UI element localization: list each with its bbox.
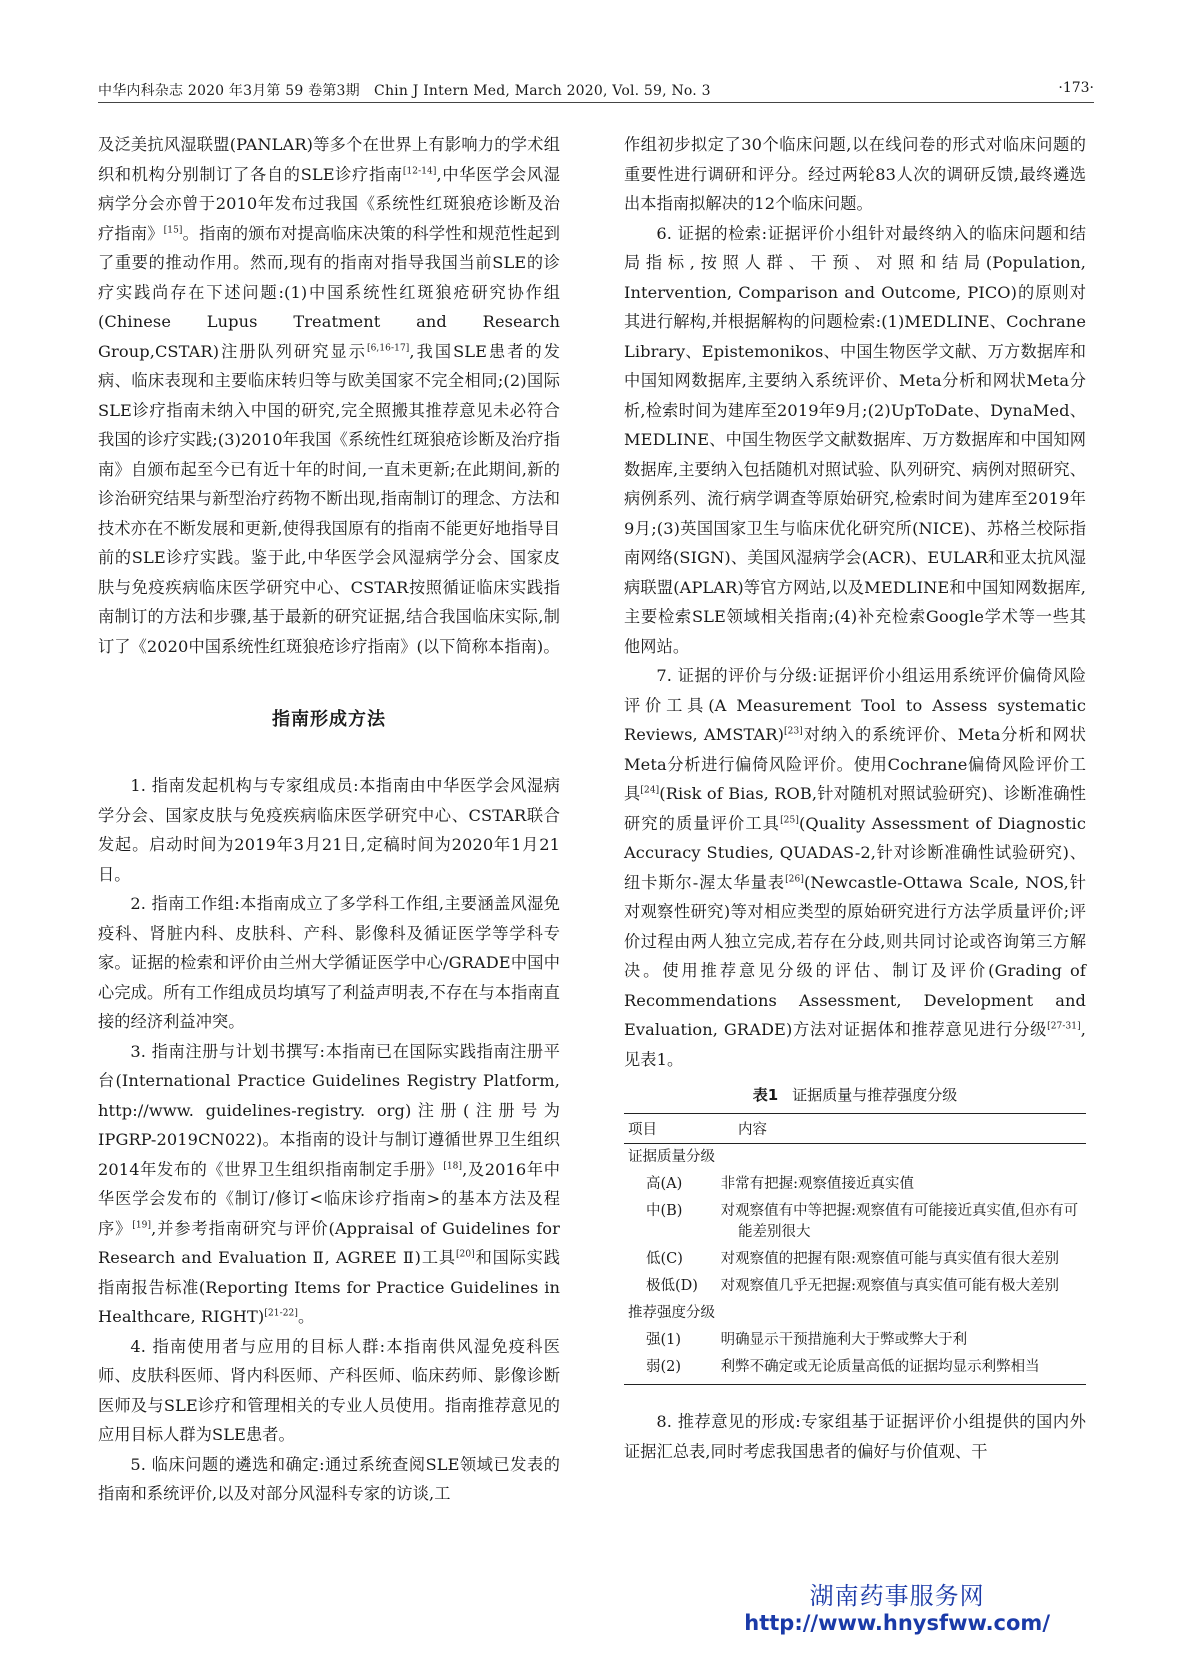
page-number: ·173· <box>1058 80 1094 96</box>
header-rule <box>98 102 1094 103</box>
table-cell-item: 极低(D) <box>646 1278 698 1294</box>
table-cell-content: 对观察值的把握有限:观察值可能与真实值有很大差别 <box>720 1251 1059 1267</box>
citation-ref: [27-31] <box>1047 1021 1081 1032</box>
table-row <box>624 1327 1086 1354</box>
table-cell-content: 非常有把握:观察值接近真实值 <box>720 1176 914 1192</box>
group-label: 证据质量分级 <box>628 1149 715 1165</box>
table-group-row <box>624 1300 1086 1327</box>
citation-ref: [12-14] <box>402 166 437 177</box>
table-cell-item: 低(C) <box>646 1251 683 1267</box>
evidence-grade-table <box>624 1113 1086 1385</box>
table-cell-content: 利弊不确定或无论质量高低的证据均显示利弊相当 <box>734 1354 1086 1385</box>
paragraph-item-5: 5. 临床问题的遴选和确定:通过系统查阅SLE领域已发表的指南和系统评价,以及对部分风湿科专家的访谈,工 <box>98 1454 560 1503</box>
column-header: 项目 <box>624 1114 734 1144</box>
paragraph-item-1: 1. 指南发起机构与专家组成员:本指南由中华医学会风湿病学分会、国家皮肤与免疫疾病临床医学研究中心、CSTAR联合发起。启动时间为2019年3月21日,定稿时间为2020年1月21日。 <box>98 776 560 884</box>
citation-ref: [19] <box>132 1220 152 1231</box>
table-row <box>624 1198 1086 1246</box>
left-column <box>98 130 560 1509</box>
paragraph-intro-continued: 及泛美抗风湿联盟(PANLAR)等多个在世界上有影响力的学术组织和机构分别制订了各自的SLE诊疗指南[12-14],中华医学会风湿病学分会亦曾于2010年发布过我国《系统性红斑狼疮诊断及治疗指南》[15]。指南的颁布对提高临床决策的科学性和规范性起到了重要的推动作用。然而,现有的指南对指导我国当前SLE的诊疗实践尚存在下述问题:(1)中国系统性红斑狼疮研究协作组(Chinese Lupus Treatment and Research Group,CSTAR)注册队列研究显示[6,16-17],我国SLE患者的发病、临床表现和主要临床转归等与欧美国家不完全相同;(2)国际SLE诊疗指南未纳入中国的研究,完全照搬其推荐意见未必符合我国的诊疗实践;(3)2010年我国《系统性红斑狼疮诊断及治疗指南》自颁布起至今已有近十年的时间,一直未更新;在此期间,新的诊治研究结果与新型治疗药物不断出现,指南制订的理念、方法和技术亦在不断发展和更新,使得我国原有的指南不能更好地指导目前的SLE诊疗实践。鉴于此,中华医学会风湿病学分会、国家皮肤与免疫疾病临床医学研究中心、CSTAR按照循证临床实践指南制订的方法和步骤,基于最新的研究证据,结合我国临床实际,制订了《2020中国系统性红斑狼疮诊疗指南》(以下简称本指南)。 <box>98 135 560 656</box>
watermark-site-name: 湖南药事服务网 <box>809 1582 985 1610</box>
table-cell-item: 高(A) <box>646 1176 683 1192</box>
table-group-row <box>624 1144 1086 1172</box>
section-heading: 指南形成方法 <box>272 709 386 730</box>
table-number: 表1 <box>752 1086 779 1104</box>
citation-ref: [18] <box>443 1161 463 1172</box>
table-cell-content: 明确显示干预措施利大于弊或弊大于利 <box>720 1332 968 1348</box>
table-title: 证据质量与推荐强度分级 <box>792 1086 958 1104</box>
group-label: 推荐强度分级 <box>628 1305 715 1321</box>
table-row <box>624 1171 1086 1198</box>
table-header-row <box>624 1114 1086 1144</box>
right-column <box>624 130 1086 1466</box>
citation-ref: [24] <box>640 785 660 796</box>
paragraph-item-3: 3. 指南注册与计划书撰写:本指南已在国际实践指南注册平台(International Practice Guidelines Registry Platform, http://www. guidelines-registry. org)注册(注册号为IPGRP-2019CN022)。本指南的设计与制订遵循世界卫生组织2014年发布的《世界卫生组织指南制定手册》[18],及2016年中华医学会发布的《制订/修订<临床诊疗指南>的基本方法及程序》[19],并参考指南研究与评价(Appraisal of Guidelines for Research and Evaluation Ⅱ, AGREE Ⅱ)工具[20]和国际实践指南报告标准(Reporting Items for Practice Guidelines in Healthcare, RIGHT)[21-22]。 <box>98 1041 561 1326</box>
citation-ref: [26] <box>785 874 804 885</box>
citation-ref: [25] <box>780 815 799 826</box>
journal-citation: 中华内科杂志 2020 年3月第 59 卷第3期 Chin J Intern Med, March 2020, Vol. 59, No. 3 <box>98 83 711 99</box>
table-cell-content: 对观察值有中等把握:观察值有可能接近真实值,但亦有可能差别很大 <box>720 1203 1079 1240</box>
citation-ref: [15] <box>163 225 183 236</box>
site-watermark <box>744 1576 1050 1635</box>
paragraph-item-2: 2. 指南工作组:本指南成立了多学科工作组,主要涵盖风湿免疫科、肾脏内科、皮肤科、产科、影像科及循证医学等学科专家。证据的检索和评价由兰州大学循证医学中心/GRADE中国中心完成。所有工作组成员均填写了利益声明表,不存在与本指南直接的经济利益冲突。 <box>98 894 560 1031</box>
table-row <box>624 1273 1086 1300</box>
table-cell-item: 强(1) <box>646 1332 682 1348</box>
running-header <box>98 80 1094 102</box>
table-cell-item: 中(B) <box>646 1203 683 1219</box>
citation-ref: [21-22] <box>264 1308 298 1319</box>
paragraph-item-6: 6. 证据的检索:证据评价小组针对最终纳入的临床问题和结局指标,按照人群、干预、对照和结局(Population, Intervention, Comparison and Outcome, PICO)的原则对其进行解构,并根据解构的问题检索:(1)MEDLINE、Cochrane Library、Epistemonikos、中国生物医学文献、万方数据库和中国知网数据库,主要纳入系统评价、Meta分析和网状Meta分析,检索时间为建库至2019年9月;(2)UpToDate、DynaMed、MEDLINE、中国生物医学文献数据库、万方数据库和中国知网数据库,主要纳入包括随机对照试验、队列研究、病例对照研究、病例系列、流行病学调查等原始研究,检索时间为建库至2019年9月;(3)英国国家卫生与临床优化研究所(NICE)、苏格兰校际指南网络(SIGN)、美国风湿病学会(ACR)、EULAR和亚太抗风湿病联盟(APLAR)等官方网站,以及MEDLINE和中国知网数据库,主要检索SLE领域相关指南;(4)补充检索Google学术等一些其他网站。 <box>624 223 1086 656</box>
table-cell-content: 对观察值几乎无把握:观察值与真实值可能有极大差别 <box>720 1278 1059 1294</box>
column-header: 内容 <box>734 1114 1086 1144</box>
table-caption <box>624 1084 1086 1105</box>
citation-ref: [6,16-17] <box>366 343 410 354</box>
paragraph-item-4: 4. 指南使用者与应用的目标人群:本指南供风湿免疫科医师、皮肤科医师、肾内科医师、产科医师、临床药师、影像诊断医师及与SLE诊疗和管理相关的专业人员使用。指南推荐意见的应用目标人群为SLE患者。 <box>98 1336 560 1444</box>
paragraph-item-5-continued: 作组初步拟定了30个临床问题,以在线问卷的形式对临床问题的重要性进行调研和评分。经过两轮83人次的调研反馈,最终遴选出本指南拟解决的12个临床问题。 <box>624 135 1086 213</box>
citation-ref: [23] <box>784 726 803 737</box>
table-row <box>624 1354 1086 1385</box>
table-cell-item: 弱(2) <box>624 1354 734 1385</box>
watermark-url: http://www.hnysfww.com/ <box>744 1611 1050 1635</box>
paragraph-item-8: 8. 推荐意见的形成:专家组基于证据评价小组提供的国内外证据汇总表,同时考虑我国患者的偏好与价值观、干 <box>624 1412 1086 1461</box>
citation-ref: [20] <box>455 1249 475 1260</box>
paragraph-item-7: 7. 证据的评价与分级:证据评价小组运用系统评价偏倚风险评价工具(A Measurement Tool to Assess systematic Reviews, AMSTAR)[23]对纳入的系统评价、Meta分析和网状Meta分析进行偏倚风险评价。使用Cochrane偏倚风险评价工具[24](Risk of Bias, ROB,针对随机对照试验研究)、诊断准确性研究的质量评价工具[25](Quality Assessment of Diagnostic Accuracy Studies, QUADAS-2,针对诊断准确性试验研究)、纽卡斯尔-渥太华量表[26](Newcastle-Ottawa Scale, NOS,针对观察性研究)等对相应类型的原始研究进行方法学质量评价;评价过程由两人独立完成,若存在分歧,则共同讨论或咨询第三方解决。使用推荐意见分级的评估、制订及评价(Grading of Recommendations Assessment, Development and Evaluation, GRADE)方法对证据体和推荐意见进行分级[27-31],见表1。 <box>624 666 1087 1069</box>
table-row <box>624 1246 1086 1273</box>
